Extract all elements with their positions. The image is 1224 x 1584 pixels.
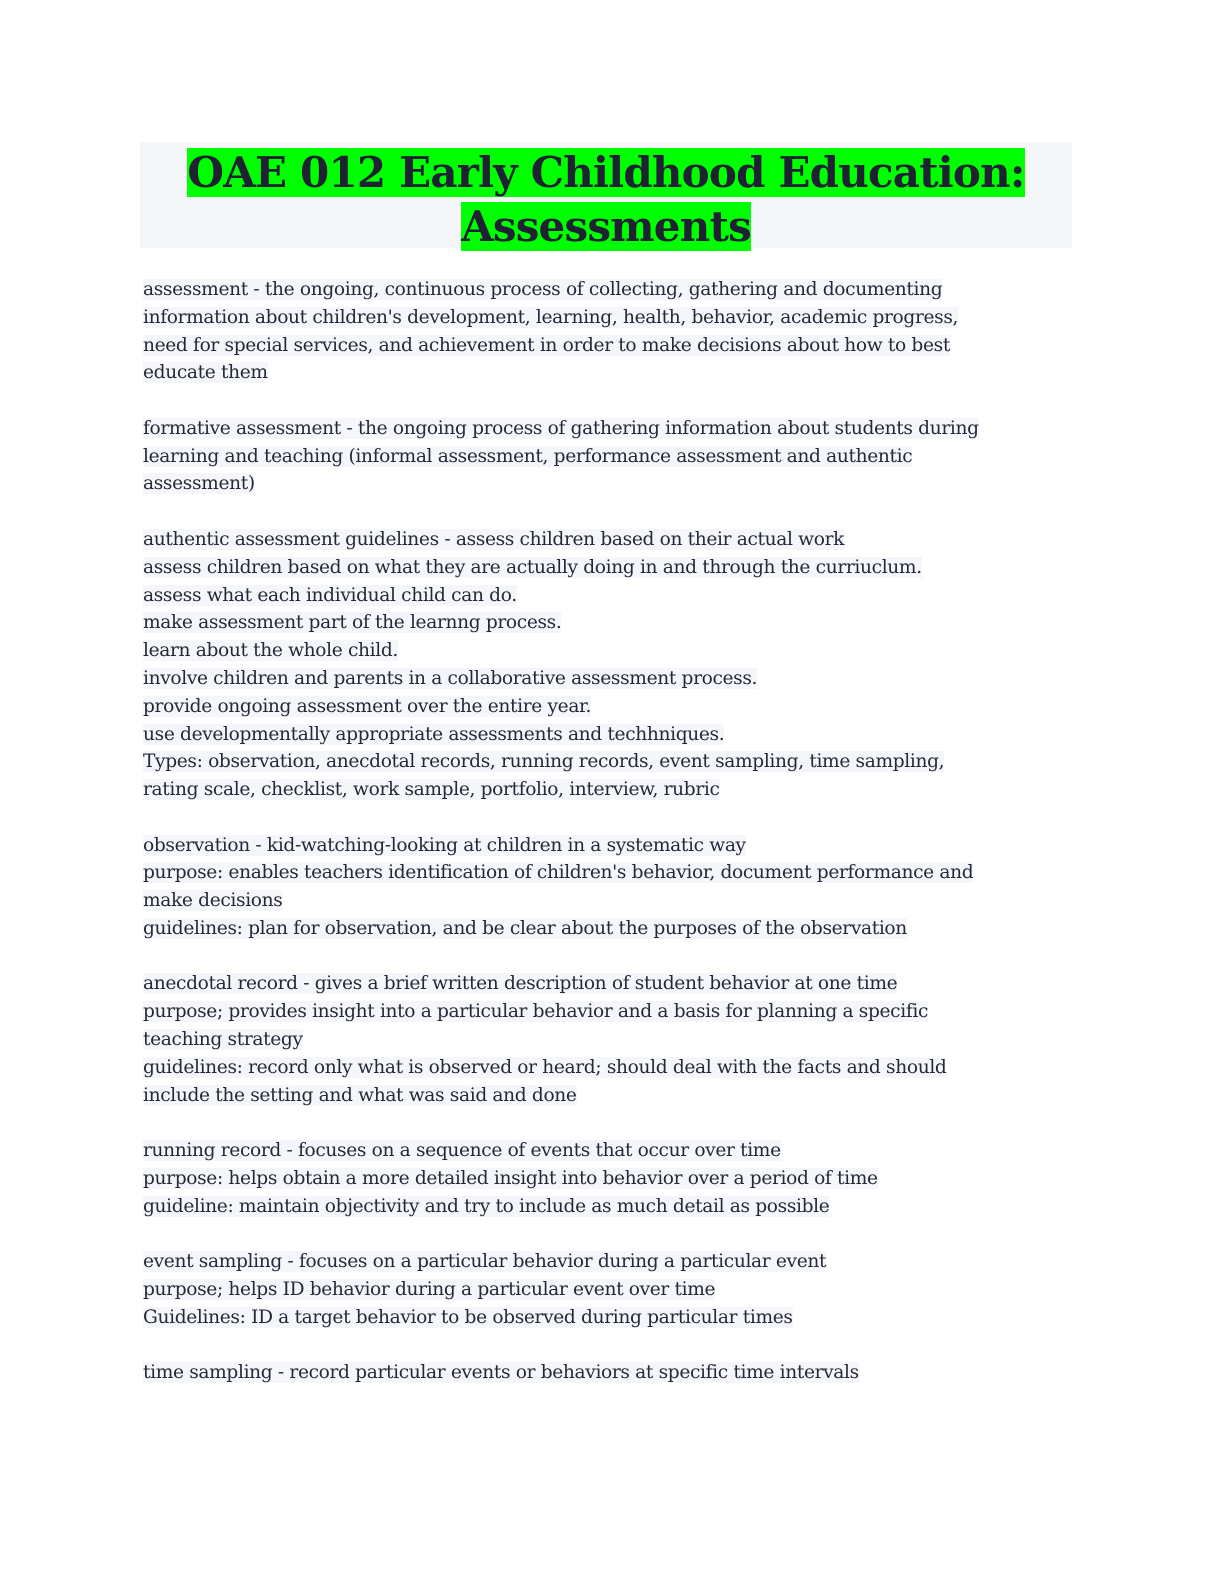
document-body — [140, 276, 1072, 1387]
text-line — [143, 1276, 1072, 1304]
text-line-content: purpose: enables teachers identification of children's behavior, document performance and — [143, 862, 974, 884]
text-line-content: assess children based on what they are actually doing in and through the curriuclum. — [143, 556, 922, 578]
text-line-content: learning and teaching (informal assessment, performance assessment and authentic — [143, 445, 913, 467]
definition-block — [143, 1248, 1072, 1331]
text-line-content: formative assessment - the ongoing process of gathering information about students during — [143, 417, 979, 439]
text-line — [143, 1137, 1072, 1165]
text-line-content: guidelines: record only what is observed or heard; should deal with the facts and should — [143, 1056, 947, 1078]
text-line-content: teaching strategy — [143, 1029, 303, 1051]
text-line-content: purpose; helps ID behavior during a particular event over time — [143, 1279, 716, 1301]
text-line-content: guidelines: plan for observation, and be clear about the purposes of the observation — [143, 918, 907, 939]
text-line-content: educate them — [143, 362, 268, 384]
text-line — [143, 1026, 1072, 1054]
text-line-content: observation - kid-watching-looking at children in a systematic way — [143, 834, 746, 856]
text-line-content: learn about the whole child. — [143, 640, 398, 662]
document-page — [140, 142, 1072, 1415]
text-line-content: purpose; provides insight into a particular behavior and a basis for planning a specific — [143, 1001, 929, 1023]
text-line — [143, 1082, 1072, 1110]
text-line — [143, 970, 1072, 998]
text-line — [143, 748, 1072, 776]
text-line-content: assessment - the ongoing, continuous process of collecting, gathering and documenting — [143, 279, 943, 300]
text-line — [143, 443, 1072, 471]
text-line-content: authentic assessment guidelines - assess children based on their actual work — [143, 528, 845, 550]
text-line-content: make assessment part of the learnng process. — [143, 612, 562, 634]
text-line — [143, 470, 1072, 498]
text-line — [143, 526, 1072, 554]
document-title — [140, 146, 1072, 254]
text-line — [143, 915, 1072, 943]
text-line-content: time sampling - record particular events or behaviors at specific time intervals — [143, 1362, 859, 1384]
text-line — [143, 554, 1072, 582]
text-line — [143, 887, 1072, 915]
text-line-content: information about children's development, learning, health, behavior, academic progress, — [143, 306, 959, 328]
title-line-1: OAE 012 Early Childhood Education: — [187, 148, 1025, 197]
text-line — [143, 998, 1072, 1026]
text-line-content: assess what each individual child can do. — [143, 584, 517, 606]
text-line-content: anecdotal record - gives a brief written description of student behavior at one time — [143, 973, 898, 995]
text-line-content: need for special services, and achievement in order to make decisions about how to best — [143, 334, 950, 356]
text-line — [143, 665, 1072, 693]
definition-block — [143, 970, 1072, 1109]
text-line — [143, 832, 1072, 860]
text-line-content: Guidelines: ID a target behavior to be observed during particular times — [143, 1306, 793, 1328]
text-line — [143, 693, 1072, 721]
text-line — [143, 1359, 1072, 1387]
text-line — [143, 332, 1072, 360]
text-line-content: use developmentally appropriate assessments and techhniques. — [143, 723, 725, 745]
text-line-content: Types: observation, anecdotal records, running records, event sampling, time sampling, — [143, 751, 945, 773]
text-line — [143, 415, 1072, 443]
text-line — [143, 776, 1072, 804]
definition-block — [143, 1359, 1072, 1387]
text-line — [143, 1248, 1072, 1276]
text-line-content: rating scale, checklist, work sample, portfolio, interview, rubric — [143, 779, 720, 801]
definition-block — [143, 832, 1072, 943]
text-line — [143, 609, 1072, 637]
text-line — [143, 1193, 1072, 1221]
text-line — [143, 637, 1072, 665]
text-line-content: provide ongoing assessment over the entire year. — [143, 695, 592, 717]
text-line-content: make decisions — [143, 890, 283, 912]
text-line — [143, 276, 1072, 304]
text-line-content: event sampling - focuses on a particular behavior during a particular event — [143, 1251, 827, 1273]
text-line — [143, 1054, 1072, 1082]
definition-block — [143, 526, 1072, 804]
definition-block — [143, 415, 1072, 498]
text-line-content: include the setting and what was said and done — [143, 1084, 577, 1106]
title-banner — [140, 142, 1072, 251]
title-line-2: Assessments — [461, 202, 751, 251]
text-line-content: running record - focuses on a sequence of events that occur over time — [143, 1140, 781, 1162]
text-line — [143, 859, 1072, 887]
text-line — [143, 1165, 1072, 1193]
definition-block — [143, 1137, 1072, 1220]
text-line — [143, 359, 1072, 387]
definition-block — [143, 276, 1072, 387]
text-line-content: involve children and parents in a collaborative assessment process. — [143, 667, 758, 689]
text-line-content: purpose: helps obtain a more detailed insight into behavior over a period of time — [143, 1167, 878, 1189]
text-line-content: guideline: maintain objectivity and try to include as much detail as possible — [143, 1195, 830, 1217]
text-line-content: assessment) — [143, 473, 255, 495]
text-line — [143, 721, 1072, 749]
text-line — [143, 304, 1072, 332]
text-line — [143, 582, 1072, 610]
text-line — [143, 1304, 1072, 1332]
